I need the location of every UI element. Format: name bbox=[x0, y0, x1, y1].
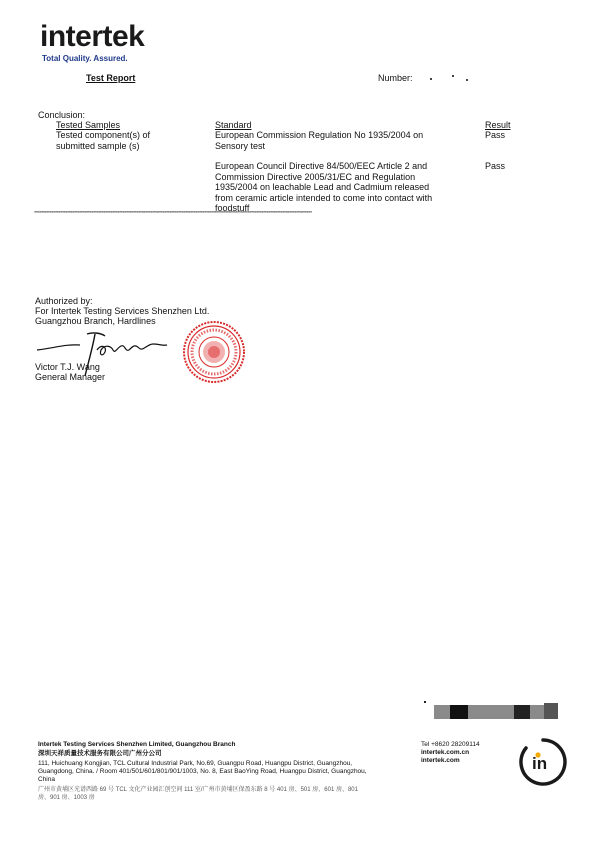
separator-line: **************************************************************************************************************************************************************** bbox=[34, 211, 312, 217]
footer-address-en: 111, Huichuang Kongjian, TCL Cultural Industrial Park, No.69, Guangpu Road, Huangpu District, Guangzhou, Guangdong, China. / Room 401/501/601/801/901/1003, No. 8, East BaoYing Road, Huangpu District, Guangzhou, China bbox=[38, 760, 367, 783]
company-seal bbox=[182, 320, 246, 384]
row1-standard: European Commission Regulation No 1935/2004 on Sensory test bbox=[215, 130, 424, 151]
footer-web-cn: intertek.com.cn bbox=[421, 749, 470, 756]
intertek-logo: intertek bbox=[40, 20, 145, 53]
report-number-label: Number: bbox=[378, 73, 413, 83]
row2-standard: European Council Directive 84/500/EEC Article 2 and Commission Directive 2005/31/EC and Regulation 1935/2004 on leachable Lead and Cadmium released from ceramic article intended to come into contact with foodstuff bbox=[215, 161, 433, 213]
signer-name: Victor T.J. Wang bbox=[35, 362, 100, 372]
authorized-by-label: Authorized by: bbox=[35, 296, 93, 306]
col-result: Result bbox=[485, 120, 511, 130]
redacted-barcode bbox=[416, 697, 562, 727]
footer-company-en: Intertek Testing Services Shenzhen Limited, Guangzhou Branch bbox=[38, 741, 236, 748]
row1-tested: Tested component(s) of submitted sample (s) bbox=[56, 130, 151, 151]
badge-text: in bbox=[532, 754, 548, 773]
authorized-branch: Guangzhou Branch, Hardlines bbox=[35, 316, 156, 326]
authorized-company: For Intertek Testing Services Shenzhen Ltd. bbox=[35, 306, 210, 316]
footer-web: intertek.com bbox=[421, 757, 460, 764]
report-title: Test Report bbox=[86, 73, 136, 83]
row1-result: Pass bbox=[485, 130, 506, 140]
footer-tel: Tel +8620 28209114 bbox=[421, 741, 480, 748]
signer-title: General Manager bbox=[35, 372, 106, 382]
row2-result: Pass bbox=[485, 161, 506, 171]
footer-company-zh: 深圳天祥质量技术服务有限公司广州分公司 bbox=[38, 750, 162, 757]
intertek-badge-icon bbox=[518, 737, 568, 787]
logo-tagline: Total Quality. Assured. bbox=[42, 54, 128, 63]
redacted-number bbox=[422, 74, 478, 82]
col-standard: Standard bbox=[215, 120, 252, 130]
col-tested-samples: Tested Samples bbox=[56, 120, 121, 130]
footer-address-zh: 广州市黄埔区光谱西路 69 号 TCL 文化产业园汇创空间 111 室/广州市黄埔区保盈东路 8 号 401 房、501 房、601 房、801 房、901 房、1003 房 bbox=[38, 787, 358, 801]
conclusion-label: Conclusion: bbox=[38, 110, 86, 120]
